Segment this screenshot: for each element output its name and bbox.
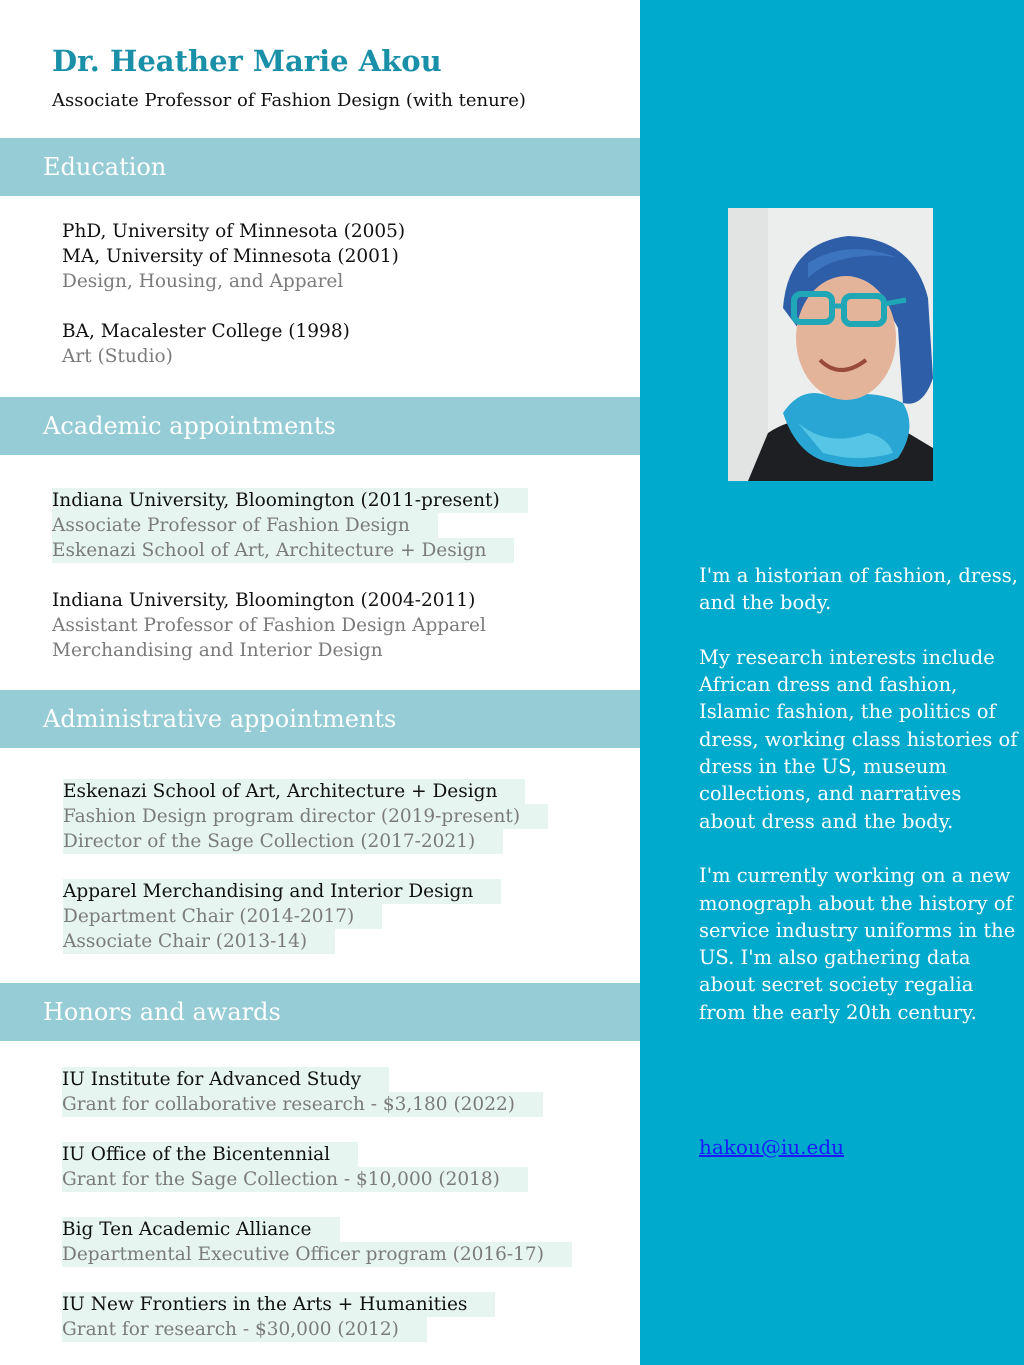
section-heading-education: Education — [0, 138, 640, 196]
award-entry — [62, 1142, 528, 1192]
section-heading-administrative: Administrative appointments — [0, 690, 640, 748]
administrative-role: Department Chair (2014-2017) — [63, 904, 382, 929]
portrait-illustration — [728, 208, 933, 481]
education-degree: PhD, University of Minnesota (2005) — [62, 221, 406, 242]
education-field: Design, Housing, and Apparel — [62, 271, 344, 292]
education-field: Art (Studio) — [62, 346, 173, 367]
email-link[interactable]: hakou@iu.edu — [699, 1135, 844, 1159]
award-entry — [62, 1292, 495, 1342]
award-organization: IU Institute for Advanced Study — [62, 1067, 389, 1092]
administrative-role: Associate Chair (2013-14) — [63, 929, 335, 954]
bio-paragraph: My research interests include African dress and fashion, Islamic fashion, the politics of dress, working class histories of dress in the US, museum collections, and narratives about dress and the body. — [699, 645, 1018, 833]
section-heading-honors: Honors and awards — [0, 983, 640, 1041]
section-heading-academic: Academic appointments — [0, 397, 640, 455]
administrative-unit: Eskenazi School of Art, Architecture + Design — [63, 779, 525, 804]
academic-entry — [52, 488, 528, 563]
award-organization: Big Ten Academic Alliance — [62, 1217, 340, 1242]
administrative-entry — [63, 779, 548, 854]
award-organization: IU Office of the Bicentennial — [62, 1142, 358, 1167]
award-detail: Grant for collaborative research - $3,180 (2022) — [62, 1092, 543, 1117]
academic-institution: Indiana University, Bloomington (2004-2011) — [52, 590, 476, 611]
page-title: Dr. Heather Marie Akou — [52, 44, 442, 78]
academic-unit: Merchandising and Interior Design — [52, 640, 383, 661]
award-detail: Departmental Executive Officer program (2016-17) — [62, 1242, 572, 1267]
education-list — [62, 219, 405, 369]
profile-photo — [728, 208, 933, 481]
administrative-role: Director of the Sage Collection (2017-2021) — [63, 829, 503, 854]
award-entry — [62, 1217, 572, 1267]
bio-paragraph: I'm currently working on a new monograph about the history of service industry uniforms in the US. I'm also gathering data about secret society regalia from the early 20th century. — [699, 864, 1016, 1024]
administrative-entry — [63, 879, 501, 954]
award-detail: Grant for the Sage Collection - $10,000 (2018) — [62, 1167, 528, 1192]
education-degree: BA, Macalester College (1998) — [62, 321, 350, 342]
award-detail: Grant for research - $30,000 (2012) — [62, 1317, 427, 1342]
academic-unit: Eskenazi School of Art, Architecture + Design — [52, 538, 514, 563]
job-title: Associate Professor of Fashion Design (with tenure) — [52, 90, 526, 111]
award-organization: IU New Frontiers in the Arts + Humanities — [62, 1292, 495, 1317]
award-entry — [62, 1067, 543, 1117]
administrative-unit: Apparel Merchandising and Interior Design — [63, 879, 501, 904]
education-degree: MA, University of Minnesota (2001) — [62, 246, 399, 267]
academic-institution: Indiana University, Bloomington (2011-present) — [52, 488, 528, 513]
academic-role: Associate Professor of Fashion Design — [52, 513, 438, 538]
sidebar — [640, 0, 1024, 1365]
administrative-role: Fashion Design program director (2019-present) — [63, 804, 548, 829]
bio-paragraph: I'm a historian of fashion, dress, and the body. — [699, 564, 1018, 615]
academic-role: Assistant Professor of Fashion Design Apparel — [52, 615, 486, 636]
bio — [699, 562, 1019, 1053]
academic-entry — [52, 588, 486, 663]
